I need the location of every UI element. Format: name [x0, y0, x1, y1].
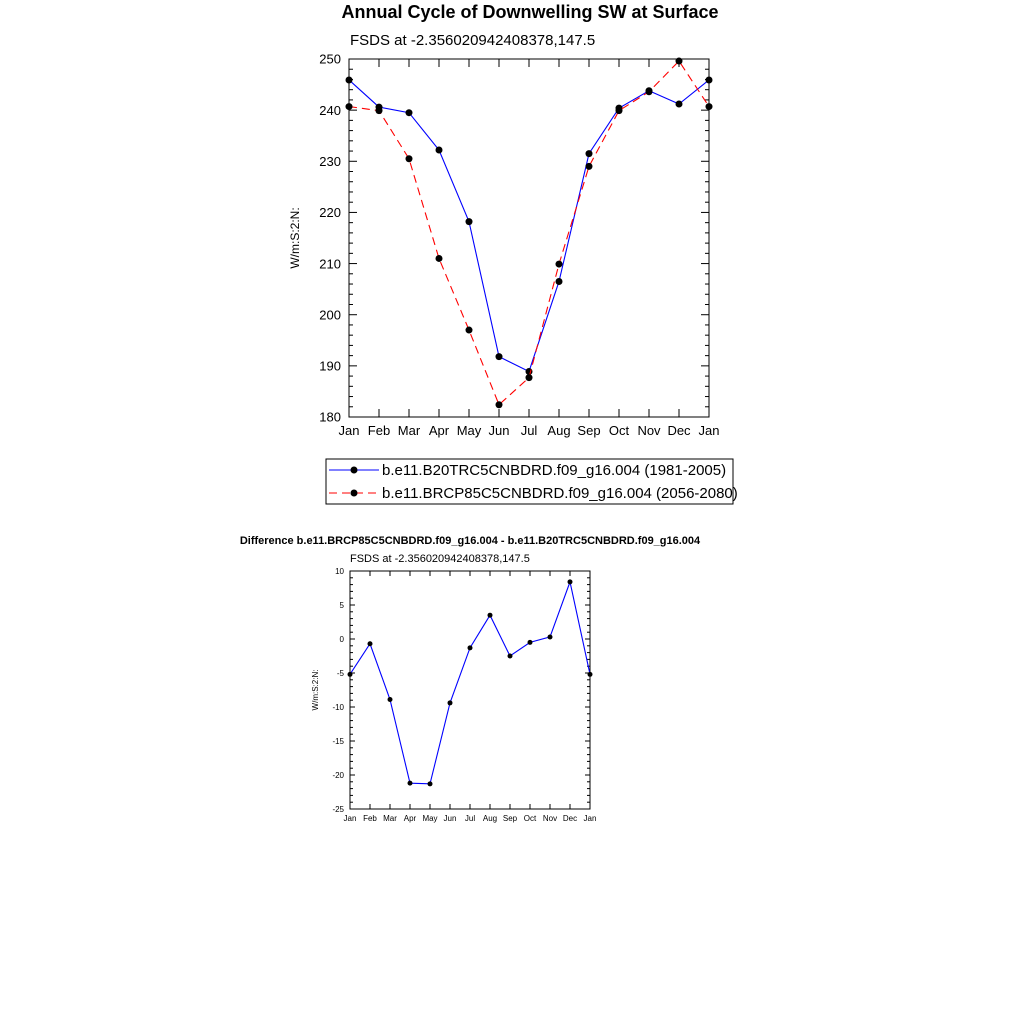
series-1-point	[408, 781, 413, 786]
y-tick-label: 250	[319, 51, 341, 67]
series-1-point	[346, 76, 353, 83]
x-tick-label: May	[456, 423, 482, 438]
x-tick-label: Apr	[428, 423, 450, 438]
legend-item-1	[329, 462, 726, 479]
x-tick-label: Sep	[502, 814, 518, 823]
series-2-point	[556, 261, 563, 268]
legend-label-1: b.e11.B20TRC5CNBDRD.f09_g16.004 (1981-2005)	[382, 462, 727, 479]
diff-chart-title: Difference b.e11.BRCP85C5CNBDRD.f09_g16.004 - b.e11.B20TRC5CNBDRD.f09_g16.004	[239, 535, 701, 547]
x-tick-label: Apr	[403, 814, 417, 823]
y-tick-label: 200	[319, 307, 341, 323]
annual-cycle-chart	[288, 2, 738, 504]
y-tick-label: 210	[319, 256, 341, 272]
y-tick-label: -15	[332, 736, 344, 746]
x-tick-label: Jan	[583, 814, 597, 823]
x-tick-label: Dec	[667, 423, 691, 438]
series-2-point	[466, 327, 473, 334]
series-2-point	[376, 107, 383, 114]
x-tick-label: Jul	[464, 814, 476, 823]
x-tick-label: Jun	[488, 423, 510, 438]
legend-item-2	[329, 485, 738, 502]
series-1-point	[528, 640, 533, 645]
series-1-point	[508, 654, 513, 659]
legend-marker-1	[351, 467, 358, 474]
series-1-point	[428, 781, 433, 786]
x-tick-label: Sep	[577, 423, 601, 438]
x-tick-label: Nov	[542, 814, 558, 823]
series-layer	[346, 58, 713, 409]
x-tick-label: Jan	[698, 423, 720, 438]
difference-chart	[240, 535, 701, 823]
legend-label-2: b.e11.BRCP85C5CNBDRD.f09_g16.004 (2056-2080)	[382, 485, 738, 502]
series-2-point	[706, 103, 713, 110]
series-1-point	[586, 150, 593, 157]
chart-subtitle: FSDS at -2.356020942408378,147.5	[350, 32, 596, 49]
series-1-point	[436, 147, 443, 154]
x-tick-label: Mar	[383, 814, 397, 823]
series-line-1	[350, 582, 590, 784]
series-1-point	[468, 645, 473, 650]
y-axis-label: W/m:S:2:N:	[288, 207, 302, 269]
series-2-point	[526, 374, 533, 381]
series-line-2	[349, 61, 709, 405]
legend-marker-2	[351, 490, 358, 497]
series-1-point	[488, 613, 493, 618]
series-1-point	[526, 368, 533, 375]
series-1-point	[556, 278, 563, 285]
diff-y-axis-label: W/m:S:2:N:	[311, 669, 320, 711]
x-tick-label: Oct	[523, 814, 537, 823]
x-tick-label: Feb	[363, 814, 377, 823]
x-tick-label: Aug	[547, 423, 571, 438]
series-1-point	[676, 101, 683, 108]
x-tick-label: Jul	[520, 423, 538, 438]
x-tick-label: Oct	[608, 423, 630, 438]
y-tick-label: 190	[319, 358, 341, 374]
y-tick-label: 220	[319, 205, 341, 221]
series-1-point	[406, 109, 413, 116]
series-2-point	[436, 255, 443, 262]
x-tick-label: Mar	[397, 423, 421, 438]
series-1-point	[548, 634, 553, 639]
x-tick-label: Dec	[562, 814, 578, 823]
series-1-point	[496, 353, 503, 360]
series-2-point	[676, 58, 683, 65]
y-tick-label: -10	[332, 702, 344, 712]
series-2-point	[346, 103, 353, 110]
diff-series-layer	[348, 579, 593, 786]
series-1-point	[368, 641, 373, 646]
series-1-point	[466, 218, 473, 225]
y-tick-label: 10	[335, 566, 344, 576]
series-2-point	[586, 163, 593, 170]
series-2-point	[406, 155, 413, 162]
x-tick-label: Nov	[637, 423, 661, 438]
y-tick-label: 240	[319, 102, 341, 118]
series-1-point	[706, 76, 713, 83]
series-1-point	[388, 697, 393, 702]
series-1-point	[348, 672, 353, 677]
x-tick-label: Jan	[343, 814, 357, 823]
x-tick-label: Aug	[482, 814, 498, 823]
chart-title: Annual Cycle of Downwelling SW at Surface	[341, 2, 719, 22]
diff-axes	[332, 567, 596, 823]
y-tick-label: -25	[332, 804, 344, 814]
series-2-point	[646, 88, 653, 95]
x-tick-label: Feb	[367, 423, 391, 438]
y-tick-label: 180	[319, 409, 341, 425]
series-line-1	[349, 80, 709, 372]
series-1-point	[568, 579, 573, 584]
y-tick-label: -20	[332, 770, 344, 780]
series-2-point	[496, 401, 503, 408]
series-2-point	[616, 107, 623, 114]
plot-frame	[349, 59, 709, 417]
y-tick-label: 230	[319, 153, 341, 169]
diff-plot-frame	[350, 571, 590, 809]
x-tick-label: Jun	[443, 814, 457, 823]
y-tick-label: -5	[336, 668, 344, 678]
series-1-point	[588, 672, 593, 677]
y-tick-label: 0	[339, 634, 344, 644]
x-tick-label: May	[422, 814, 438, 823]
legend	[326, 459, 738, 504]
y-tick-label: 5	[339, 600, 344, 610]
diff-chart-subtitle: FSDS at -2.356020942408378,147.5	[350, 553, 530, 565]
x-tick-label: Jan	[338, 423, 360, 438]
series-1-point	[448, 700, 453, 705]
